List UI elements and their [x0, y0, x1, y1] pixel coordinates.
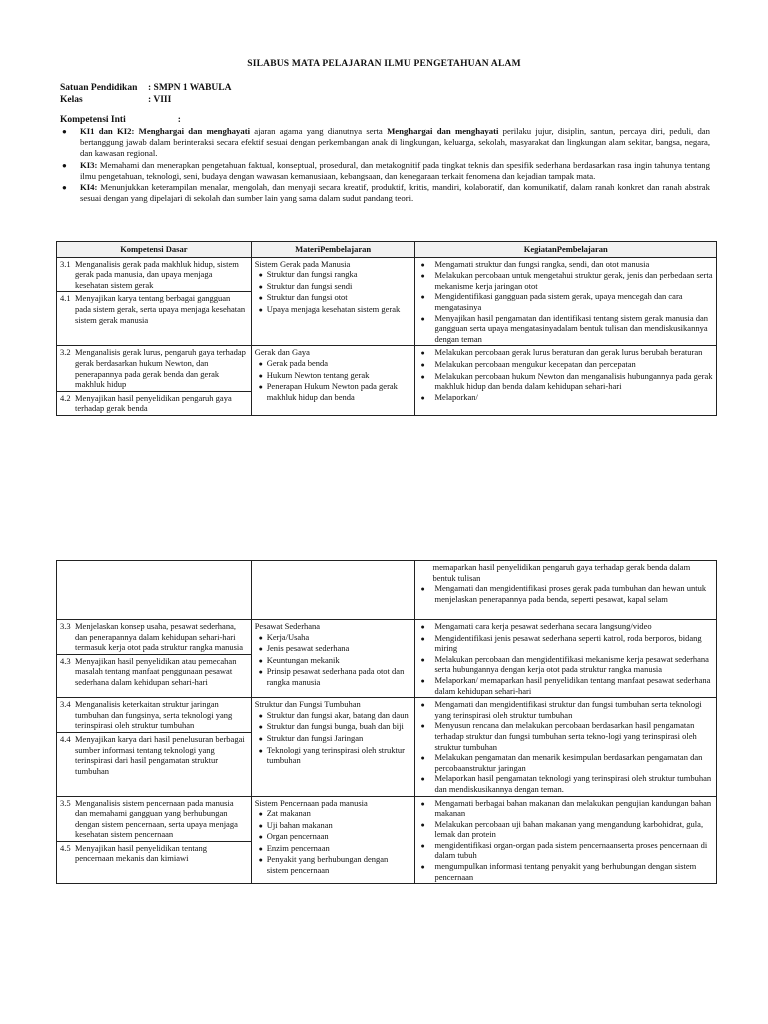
list-item [418, 861, 713, 882]
bullet-icon: ● [420, 799, 425, 808]
ki-heading-colon: : [177, 115, 181, 125]
materi-text: Zat makanan [266, 808, 311, 819]
list-item [418, 583, 713, 604]
ki-item [60, 182, 710, 204]
materi-cell [251, 796, 415, 884]
materi-text: Jenis pesawat sederhana [266, 643, 350, 654]
kegiatan-cell [415, 620, 717, 698]
materi-cell-empty [251, 561, 415, 620]
kegiatan-text: Mengamati berbagai bahan makanan dan melakukan pengujian kandungan bahan makanan [434, 797, 712, 819]
kd-number: 4.5 [60, 842, 71, 853]
bullet-icon: ● [258, 383, 263, 392]
materi-text: Teknologi yang terinspirasi oleh struktur tumbuhan [266, 744, 405, 766]
kd-item [60, 621, 248, 653]
ki-heading [60, 115, 181, 125]
kd-number: 4.1 [60, 293, 71, 304]
bullet-icon: ● [258, 711, 263, 720]
list-item [418, 773, 713, 794]
kegiatan-cell [415, 698, 717, 796]
kegiatan-cell [415, 561, 717, 620]
list-item [255, 721, 412, 733]
materi-text: Upaya menjaga kesehatan sistem gerak [266, 303, 401, 314]
ki-text [80, 182, 710, 204]
kd-cell [57, 620, 252, 698]
kd-number: 3.2 [60, 347, 71, 358]
kegiatan-text: Menyajikan hasil pengamatan dan identifikasi tentang sistem gerak manusia dan gangguan serta upaya mengatasinyadalam bentuk tulisan dan mendiskusikannya dengan teman [434, 312, 709, 344]
materi-text: Kerja/Usaha [266, 631, 310, 642]
materi-text: Hukum Newton tentang gerak [266, 369, 370, 380]
list-item [418, 392, 713, 404]
kegiatan-list [418, 621, 713, 696]
materi-text: Uji bahan makanan [266, 819, 333, 830]
ki-bold: KI3: [80, 159, 98, 170]
list-item [255, 304, 412, 316]
kd-number: 3.5 [60, 797, 71, 808]
ki-body: ajaran agama yang dianutnya serta [250, 126, 388, 136]
bullet-icon: ● [420, 841, 425, 850]
list-item [418, 840, 713, 861]
kd-text: Menyajikan karya tentang berbagai gangguan pada sistem gerak, serta upaya menjaga kesehatan sistem gerak manusia [75, 293, 246, 325]
list-item [255, 820, 412, 832]
kd-number: 4.3 [60, 655, 71, 666]
bullet-icon: ● [258, 359, 263, 368]
bullet-icon: ● [258, 746, 263, 755]
table-row [57, 257, 717, 346]
header-materi: MateriPembelajaran [251, 242, 415, 258]
kd-cell [57, 796, 252, 884]
kd-cell [57, 346, 252, 416]
ki-bold: KI4: [80, 182, 98, 193]
kegiatan-text: mengumpulkan informasi tentang penyakit yang berhubungan dengan sistem pencernaan [434, 861, 697, 882]
ki-bold: Menghargai dan menghayati [387, 126, 499, 136]
header-kegiatan: KegiatanPembelajaran [415, 242, 717, 258]
list-item [418, 621, 713, 633]
ki-body: perilaku jujur, disiplin, santun, percaya diri, peduli, dan bertanggung jawab dalam berinteraksi secara efektif sesuai dengan perkembangan anak di lingkungan, keluarga, sekolah, masyarakat dan lingkungan alam sekitar, bangsa, negara, dan kawasan regional. [80, 126, 711, 159]
materi-cell [251, 257, 415, 346]
materi-list [255, 808, 412, 876]
ki-item [60, 160, 710, 182]
kd-item [60, 734, 248, 776]
bullet-icon: ● [62, 160, 67, 170]
kegiatan-text: mengidentifikasi organ-organ pada sistem pencernaanserta proses pencernaan di dalam tubuh [434, 839, 708, 861]
materi-cell [251, 698, 415, 796]
kegiatan-cell [415, 257, 717, 346]
kd-text: Menyajikan karya dari hasil penelusuran berbagai sumber informasi tentang teknologi yang terinspirasi dari hasil pengamatan struktur tumbuhan [75, 733, 245, 776]
kegiatan-text: Menyusun rencana dan melakukan percobaan berdasarkan hasil pengamatan terhadap struktur dan fungsi tumbuhan serta tekno-logi yang terinspirasi oleh struktur tumbuhan [434, 720, 697, 752]
list-item [418, 259, 713, 271]
kegiatan-text: Mengamati dan mengidentifikasi proses gerak pada tumbuhan dan hewan untuk menjelaskan penerapannya pada benda, seperti pesawat, kapal selam [434, 583, 707, 604]
document-meta [60, 82, 231, 106]
bullet-icon: ● [258, 810, 263, 819]
list-item [255, 733, 412, 745]
bullet-icon: ● [420, 360, 425, 369]
materi-text: Enzim pencernaan [266, 842, 330, 853]
list-item [418, 359, 713, 371]
kd-divider [57, 732, 251, 733]
bullet-icon: ● [258, 633, 263, 642]
kegiatan-text: Melakukan percobaan gerak lurus beraturan dan gerak lurus berubah beraturan [434, 347, 703, 358]
kd-text: Menyajikan hasil penyelidikan tentang pencernaan mekanis dan kimiawi [75, 842, 207, 864]
list-item [418, 819, 713, 840]
list-item [255, 843, 412, 855]
bullet-icon: ● [258, 821, 263, 830]
bullet-icon: ● [420, 634, 425, 643]
materi-list [255, 710, 412, 766]
kd-number: 4.2 [60, 392, 71, 403]
bullet-icon: ● [420, 393, 425, 402]
kd-text: Menjelaskan konsep usaha, pesawat sederhana, dan penerapannya dalam kehidupan sehari-hari termasuk kerja otot pada struktur rangka manusia [75, 621, 244, 653]
kd-item [60, 393, 248, 414]
bullet-icon: ● [420, 372, 425, 381]
kd-text: Menyajikan hasil penyelidikan atau pemecahan masalah tentang manfaat penggunaan pesawat sederhana dalam kehidupan sehari-hari [75, 655, 237, 687]
kegiatan-text: Melakukan percobaan mengukur kecepatan dan percepatan [434, 358, 636, 369]
ki-text [80, 126, 710, 160]
satuan-label: Satuan Pendidikan [60, 83, 138, 93]
continued-text: memaparkan hasil penyelidikan pengaruh gaya terhadap gerak benda dalam bentuk tulisan [432, 562, 691, 583]
bullet-icon: ● [62, 127, 67, 136]
ki-heading-label: Kompetensi Inti [60, 115, 126, 125]
kegiatan-text: Mengidentifikasi jenis pesawat sederhana seperti katrol, roda berporos, bidang miring [434, 632, 702, 654]
list-item [418, 699, 713, 720]
list-item [418, 313, 713, 345]
list-item [255, 808, 412, 820]
bullet-icon: ● [258, 282, 263, 291]
kd-divider [57, 841, 251, 842]
kd-text: Menganalisis keterkaitan struktur jaringan tumbuhan dan fungsinya, serta teknologi yang terinspirasi oleh struktur tumbuhan [75, 699, 233, 731]
list-item [418, 371, 713, 392]
bullet-icon: ● [420, 722, 425, 731]
materi-text: Keuntungan mekanik [266, 654, 340, 665]
kd-text: Menganalisis sistem pencernaan pada manusia dan memahami gangguan yang berhubungan dengan sistem pencernaan, serta upaya menjaga kesehatan sistem pencernaan [75, 797, 238, 840]
bullet-icon: ● [420, 863, 425, 872]
materi-text: Organ pencernaan [266, 831, 329, 842]
list-item [255, 269, 412, 281]
list-item [418, 720, 713, 752]
bullet-icon: ● [420, 349, 425, 358]
materi-list [255, 632, 412, 688]
kelas-label: Kelas [60, 95, 83, 105]
kegiatan-text: Melakukan percobaan hukum Newton dan menganalisis hubungannya pada gerak makhluk hidup dan benda dalam kehidupan sehari-hari [434, 370, 713, 392]
table-row [57, 698, 717, 796]
materi-text: Struktur dan fungsi sendi [266, 280, 353, 291]
kd-number: 3.4 [60, 699, 71, 710]
materi-title: Sistem Pencernaan pada manusia [254, 797, 368, 808]
bullet-icon: ● [420, 314, 425, 323]
kegiatan-text: Mengamati cara kerja pesawat sederhana secara langsung/video [434, 621, 652, 631]
ki-text [80, 160, 710, 182]
bullet-icon: ● [258, 294, 263, 303]
list-item [418, 291, 713, 312]
kegiatan-text: Melakukan percobaan uji bahan makanan yang mengandung karbohidrat, gula, lemak dan protein [434, 818, 704, 840]
kd-cell [57, 257, 252, 346]
list-item [255, 292, 412, 304]
list-item [255, 666, 412, 687]
table-row [57, 620, 717, 698]
bullet-icon: ● [258, 645, 263, 654]
bullet-icon: ● [258, 856, 263, 865]
kegiatan-text: Mengamati dan mengidentifikasi struktur dan fungsi tumbuhan serta teknologi yang terinspirasi oleh struktur tumbuhan [434, 699, 702, 720]
materi-text: Prinsip pesawat sederhana pada otot dan rangka manusia [266, 666, 405, 687]
syllabus-table-2 [56, 560, 717, 884]
kegiatan-text: Mengidentifikasi gangguan pada sistem gerak, upaya mencegah dan cara mengatasinya [434, 291, 683, 312]
ki-body: Menunjukkan keterampilan menalar, mengolah, dan menyaji secara kreatif, produktif, kritis, mandiri, kolaboratif, dan komunikatif, dalam ranah konkret dan ranah abstrak sesuai dengan yang dipelajari di sekolah dan sumber lain yang sama dalam sudut pandang teori. [80, 182, 710, 204]
materi-text: Struktur dan fungsi bunga, buah dan biji [266, 721, 404, 732]
table-row [57, 346, 717, 416]
bullet-icon: ● [258, 833, 263, 842]
materi-cell [251, 620, 415, 698]
materi-text: Struktur dan fungsi rangka [266, 269, 358, 280]
bullet-icon: ● [420, 272, 425, 281]
kd-text: Menganalisis gerak pada makhluk hidup, sistem gerak pada manusia, dan upaya menjaga kesehatan sistem gerak [75, 258, 239, 290]
table-row [57, 561, 717, 620]
bullet-icon: ● [258, 844, 263, 853]
bullet-icon: ● [258, 271, 263, 280]
bullet-icon: ● [258, 371, 263, 380]
table-row [57, 796, 717, 884]
kd-item [60, 347, 248, 389]
kegiatan-text: Melaporkan hasil pengamatan teknologi yang terinspirasi oleh struktur tumbuhan dan mendiskusikannya dengan teman. [434, 773, 712, 794]
kd-cell-empty [57, 561, 252, 620]
bullet-icon: ● [258, 656, 263, 665]
materi-text: Struktur dan fungsi Jaringan [266, 732, 364, 743]
kegiatan-cell [415, 346, 717, 416]
kd-item [60, 293, 248, 325]
bullet-icon: ● [420, 820, 425, 829]
ki-bold: KI1 dan KI2: Menghargai dan menghayati [80, 126, 251, 136]
syllabus-table-1 [56, 241, 717, 416]
kd-divider [57, 654, 251, 655]
list-item [255, 632, 412, 644]
list-item [255, 381, 412, 402]
bullet-icon: ● [420, 754, 425, 763]
ki-body: Memahami dan menerapkan pengetahuan faktual, konseptual, prosedural, dan metakognitif pada tingkat teknis dan spesifik sederhana berdasarkan rasa ingin tahunya tentang ilmu pengetahuan, teknologi, seni, budaya dengan wawasan kemanusiaan, kebangsaan, dan kenegaraan terkait fenomena dan kejadian tampak mata. [80, 159, 710, 181]
kegiatan-cell [415, 796, 717, 884]
page-title: SILABUS MATA PELAJARAN ILMU PENGETAHUAN ALAM [247, 59, 521, 69]
kegiatan-text: Melaporkan/ memaparkan hasil penyelidikan tentang manfaat pesawat sederhana dalam kehidupan sehari-hari [434, 674, 711, 696]
kd-number: 4.4 [60, 733, 71, 744]
kd-item [60, 798, 248, 840]
materi-title: Sistem Gerak pada Manusia [254, 258, 351, 269]
list-item [255, 745, 412, 766]
kd-item [60, 259, 248, 291]
kd-item [60, 843, 248, 864]
ki-item [60, 126, 710, 160]
list-item [255, 710, 412, 722]
list-item [255, 643, 412, 655]
header-kompetensi-dasar: Kompetensi Dasar [57, 242, 252, 258]
kegiatan-list [418, 798, 713, 883]
kd-text: Menyajikan hasil penyelidikan pengaruh gaya terhadap gerak benda [75, 392, 232, 414]
bullet-icon: ● [420, 701, 425, 710]
kd-text: Menganalisis gerak lurus, pengaruh gaya terhadap gerak berdasarkan hukum Newton, dan penerapannya pada gerak benda dan gerak makhluk hidup [75, 347, 246, 390]
list-item [418, 347, 713, 359]
list-item [255, 831, 412, 843]
bullet-icon: ● [258, 723, 263, 732]
bullet-icon: ● [258, 668, 263, 677]
ki-list [60, 126, 710, 204]
bullet-icon: ● [258, 305, 263, 314]
bullet-icon: ● [420, 260, 425, 269]
list-item [418, 270, 713, 291]
materi-title: Pesawat Sederhana [254, 621, 321, 631]
kd-item [60, 656, 248, 688]
list-item [418, 633, 713, 654]
satuan-value: : SMPN 1 WABULA [148, 83, 232, 93]
kd-divider [57, 391, 251, 392]
kd-item [60, 699, 248, 731]
kelas-value: : VIII [148, 95, 172, 105]
materi-text: Struktur dan fungsi akar, batang dan daun [266, 709, 409, 720]
kegiatan-list [418, 347, 713, 403]
bullet-icon: ● [420, 775, 425, 784]
materi-text: Gerak pada benda [266, 357, 329, 368]
kegiatan-text: Melakukan pengamatan dan menarik kesimpulan berdasarkan pengamatan dan percobaanstruktur jaringan [434, 752, 703, 773]
list-item [255, 370, 412, 382]
materi-list [255, 358, 412, 402]
kegiatan-list [418, 259, 713, 345]
kd-number: 3.3 [60, 621, 71, 631]
materi-text: Penyakit yang berhubungan dengan sistem pencernaan [266, 854, 389, 876]
list-item [418, 752, 713, 773]
kd-number: 3.1 [60, 258, 71, 269]
list-item [255, 358, 412, 370]
kegiatan-text: Mengamati struktur dan fungsi rangka, sendi, dan otot manusia [434, 258, 650, 269]
bullet-icon: ● [420, 585, 425, 594]
materi-title: Struktur dan Fungsi Tumbuhan [254, 699, 361, 710]
bullet-icon: ● [420, 676, 425, 685]
materi-cell [251, 346, 415, 416]
bullet-icon: ● [258, 734, 263, 743]
list-item [255, 854, 412, 875]
list-item [255, 655, 412, 667]
kegiatan-text: Melakukan percobaan dan mengidentifikasi mekanisme kerja pesawat sederhana serta hubungannya dengan kerja otot pada struktur rangka manusia [434, 653, 709, 675]
materi-title: Gerak dan Gaya [254, 347, 310, 358]
kd-divider [57, 291, 251, 292]
kegiatan-text: Melakukan percobaan untuk mengetahui struktur gerak, jenis dan perbedaan serta mekanisme kerja jaringan otot [434, 270, 713, 291]
kegiatan-text: Melaporkan/ [434, 391, 478, 402]
list-item [418, 798, 713, 819]
materi-text: Struktur dan fungsi otot [266, 292, 348, 303]
list-item [255, 281, 412, 293]
materi-text: Penerapan Hukum Newton pada gerak makhluk hidup dan benda [266, 381, 398, 402]
bullet-icon: ● [420, 655, 425, 664]
bullet-icon: ● [420, 293, 425, 302]
kegiatan-list [418, 699, 713, 794]
bullet-icon: ● [62, 183, 67, 193]
list-item [418, 654, 713, 675]
list-item [418, 675, 713, 696]
kd-cell [57, 698, 252, 796]
materi-list [255, 269, 412, 315]
bullet-icon: ● [420, 623, 425, 631]
